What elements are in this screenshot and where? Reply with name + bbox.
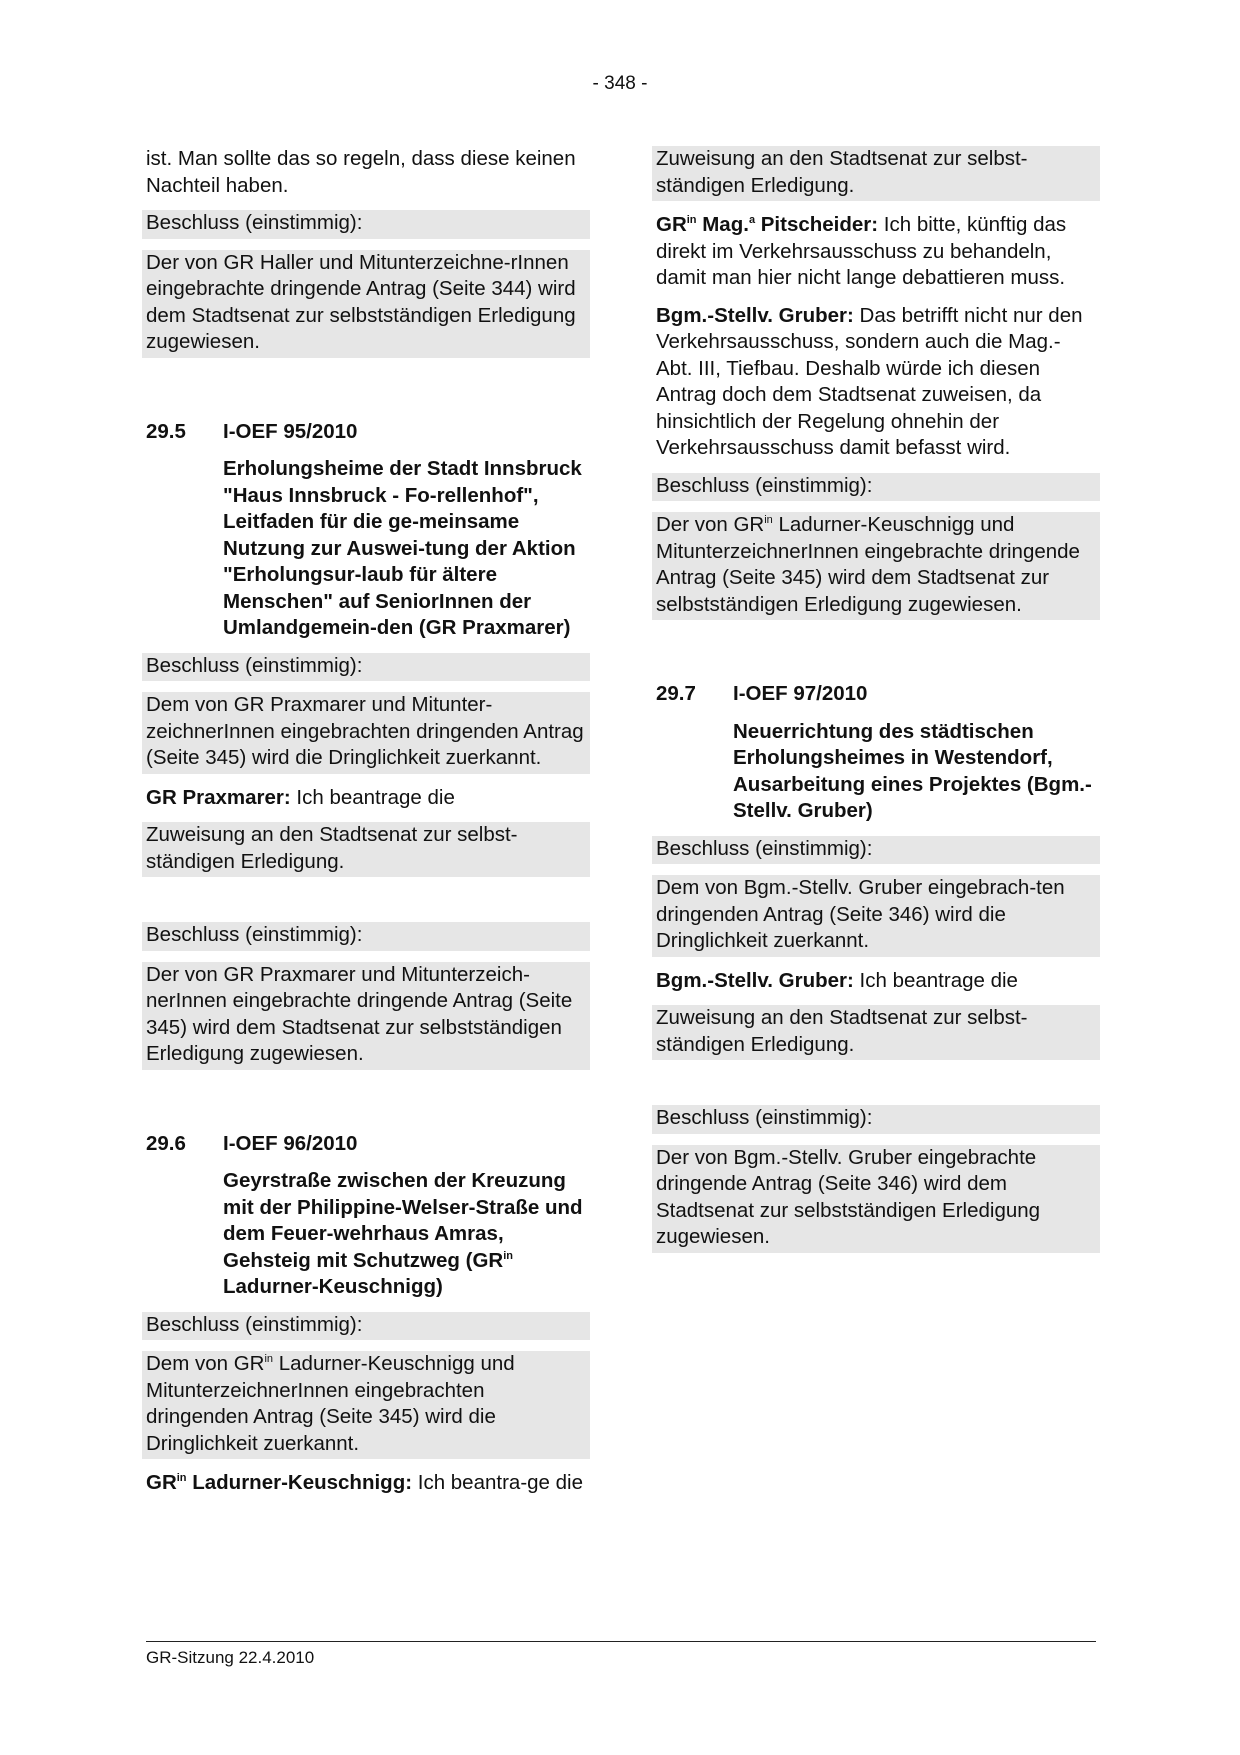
speaker-name-part: GR <box>146 1471 177 1494</box>
superscript: in <box>176 1472 187 1485</box>
resolution-text: Dem von GR Praxmarer und Mitunter-zeichnerInnen eingebrachten dringenden Antrag (Seite 345) wird die Dringlichkeit zuerkannt. <box>142 692 590 774</box>
resolution-text: Dem von Bgm.-Stellv. Gruber eingebrach-ten dringenden Antrag (Seite 346) wird die Dringlichkeit zuerkannt. <box>652 875 1100 957</box>
speaker-statement <box>656 212 1096 292</box>
speaker-name-part: GR <box>656 213 687 236</box>
speaker-text: Das betrifft nicht nur den Verkehrsausschuss, sondern auch die Mag.-Abt. III, Tiefbau. Deshalb würde ich diesen Antrag doch dem Stadtsenat zuweisen, da hinsichtlich der Regelung ohnehin der Verkehrsausschuss damit befasst wird. <box>656 303 1083 459</box>
speaker-text: Ich beantra-ge die <box>412 1471 583 1494</box>
speaker-text: Ich beantrage die <box>853 968 1018 992</box>
superscript: in <box>764 514 773 527</box>
section-number: 29.6 <box>146 1131 186 1155</box>
resolution-text-part: Dem von GR <box>146 1352 265 1375</box>
page-number: - 348 - <box>592 73 648 94</box>
assignment-text: Zuweisung an den Stadtsenat zur selbst-ständigen Erledigung. <box>652 146 1100 201</box>
resolution-text <box>142 1351 590 1459</box>
speaker-name: Bgm.-Stellv. Gruber: <box>656 968 854 992</box>
speaker-name <box>146 1471 412 1494</box>
footer-divider <box>146 1641 1096 1642</box>
resolution-label: Beschluss (einstimmig): <box>142 1312 590 1341</box>
section-code: I-OEF 96/2010 <box>223 1131 358 1155</box>
speaker-name: GR Praxmarer: <box>146 785 291 809</box>
section-heading-29-6 <box>146 1131 586 1158</box>
superscript: in <box>503 1249 513 1262</box>
spacer <box>146 369 586 419</box>
resolution-label: Beschluss (einstimmig): <box>142 210 590 239</box>
section-heading-29-7 <box>656 681 1096 708</box>
speaker-text: Ich bitte, künftig das direkt im Verkehrsausschuss zu behandeln, damit man hier nicht lange debattieren muss. <box>656 213 1067 289</box>
left-column <box>146 146 586 1508</box>
resolution-text-part: Ladurner-Keuschnigg und MitunterzeichnerInnen eingebrachten dringenden Antrag (Seite 345) wird die Dringlichkeit zuerkannt. <box>146 1352 515 1455</box>
resolution-label: Beschluss (einstimmig): <box>142 653 590 682</box>
speaker-name-part: Mag. <box>696 213 749 236</box>
section-title: Neuerrichtung des städtischen Erholungsheimes in Westendorf, Ausarbeitung eines Projektes (Bgm.-Stellv. Gruber) <box>733 719 1092 822</box>
assignment-text: Zuweisung an den Stadtsenat zur selbst-ständigen Erledigung. <box>142 822 590 877</box>
section-title-part: Ladurner-Keuschnigg) <box>223 1275 443 1298</box>
spacer <box>146 888 586 922</box>
resolution-label: Beschluss (einstimmig): <box>142 922 590 951</box>
superscript: a <box>748 214 756 227</box>
section-number: 29.5 <box>146 419 186 443</box>
resolution-text: Der von Bgm.-Stellv. Gruber eingebrachte dringende Antrag (Seite 346) wird dem Stadtsenat zur selbstständigen Erledigung zugewiesen. <box>652 1145 1100 1253</box>
footer-text: GR-Sitzung 22.4.2010 <box>146 1648 315 1667</box>
speaker-statement <box>656 303 1096 462</box>
section-heading-29-5 <box>146 419 586 446</box>
resolution-label: Beschluss (einstimmig): <box>652 1105 1100 1134</box>
speaker-statement <box>656 968 1096 995</box>
speaker-name-part: Pitscheider: <box>755 213 879 236</box>
speaker-name: Bgm.-Stellv. Gruber: <box>656 303 854 327</box>
section-title <box>223 1168 586 1301</box>
intro-paragraph: ist. Man sollte das so regeln, dass diese keinen Nachteil haben. <box>146 147 576 197</box>
section-code: I-OEF 95/2010 <box>223 419 358 443</box>
superscript: in <box>264 1353 274 1366</box>
speaker-text: Ich beantrage die <box>290 785 455 809</box>
resolution-text-part: Ladurner-Keuschnigg und MitunterzeichnerInnen eingebrachte dringende Antrag (Seite 345) wird dem Stadtsenat zur selbstständigen Erledigung zugewiesen. <box>656 513 1080 616</box>
section-title-part: Geyrstraße zwischen der Kreuzung mit der Philippine-Welser-Straße und dem Feuer-wehrhaus Amras, Gehsteig mit Schutzweg (GR <box>223 1169 583 1272</box>
resolution-text <box>652 512 1100 620</box>
speaker-name <box>656 213 878 236</box>
resolution-text-part: Der von GR <box>656 513 765 536</box>
speaker-name-part: Ladurner-Keuschnigg: <box>186 1471 413 1494</box>
section-title: Erholungsheime der Stadt Innsbruck "Haus Innsbruck - Fo-rellenhof", Leitfaden für die ge-meinsame Nutzung zur Auswei-tung der Aktion "Erholungsur-laub für ältere Menschen" auf SeniorInnen der Umlandgemein-den (GR Praxmarer) <box>223 457 582 639</box>
resolution-label: Beschluss (einstimmig): <box>652 836 1100 865</box>
resolution-label: Beschluss (einstimmig): <box>652 473 1100 502</box>
spacer <box>656 1071 1096 1105</box>
superscript: in <box>686 214 697 227</box>
resolution-text: Der von GR Haller und Mitunterzeichne-rInnen eingebrachte dringende Antrag (Seite 344) wird dem Stadtsenat zur selbstständigen Erledigung zugewiesen. <box>142 250 590 358</box>
assignment-text: Zuweisung an den Stadtsenat zur selbst-ständigen Erledigung. <box>652 1005 1100 1060</box>
spacer <box>656 631 1096 681</box>
resolution-text: Der von GR Praxmarer und Mitunterzeich-nerInnen eingebrachte dringende Antrag (Seite 345) wird dem Stadtsenat zur selbstständigen Erledigung zugewiesen. <box>142 962 590 1070</box>
spacer <box>146 1081 586 1131</box>
section-number: 29.7 <box>656 682 696 705</box>
speaker-statement <box>146 785 586 812</box>
section-code: I-OEF 97/2010 <box>733 682 868 705</box>
right-column <box>656 146 1096 1264</box>
speaker-statement <box>146 1470 586 1497</box>
